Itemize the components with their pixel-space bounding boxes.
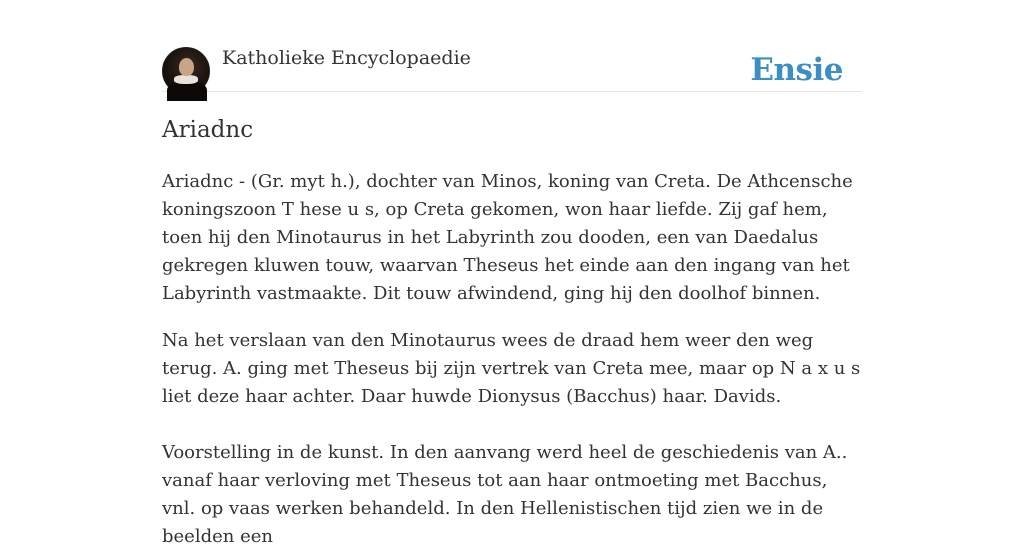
brand-logo[interactable]: Ensie: [750, 52, 843, 88]
avatar-collar: [174, 75, 198, 84]
article-paragraph: Na het verslaan van den Minotaurus wees de draad hem weer den weg terug. A. ging met Theseus bij zijn vertrek van Creta mee, maar op N a x u s liet deze haar achter. Daar huwde Dionysus (Bacchus) haar. Davids.: [162, 330, 861, 407]
avatar-face: [179, 58, 194, 76]
page-container: [162, 0, 862, 547]
site-header: [162, 0, 862, 92]
avatar-robe: [167, 81, 207, 101]
site-name-link[interactable]: Katholieke Encyclopaedie: [222, 47, 471, 69]
article-paragraph: Voorstelling in de kunst. In den aanvang werd heel de geschiedenis van A.. vanaf haar verloving met Theseus tot aan haar ontmoeting met Bacchus, vnl. op vaas werken behandeld. In den Hellenistischen tijd zien we in de beelden een: [162, 442, 848, 547]
article-title: Ariadnc: [162, 117, 254, 143]
article-paragraph: Ariadnc - (Gr. myt h.), dochter van Minos, koning van Creta. De Athcensche koningszoon T hese u s, op Creta gekomen, won haar liefde. Zij gaf hem, toen hij den Minotaurus in het Labyrinth zou dooden, een van Daedalus gekregen kluwen touw, waarvan Theseus het einde aan den ingang van het Labyrinth vastmaakte. Dit touw afwindend, ging hij den doolhof binnen.: [162, 171, 853, 304]
avatar[interactable]: [162, 47, 210, 95]
